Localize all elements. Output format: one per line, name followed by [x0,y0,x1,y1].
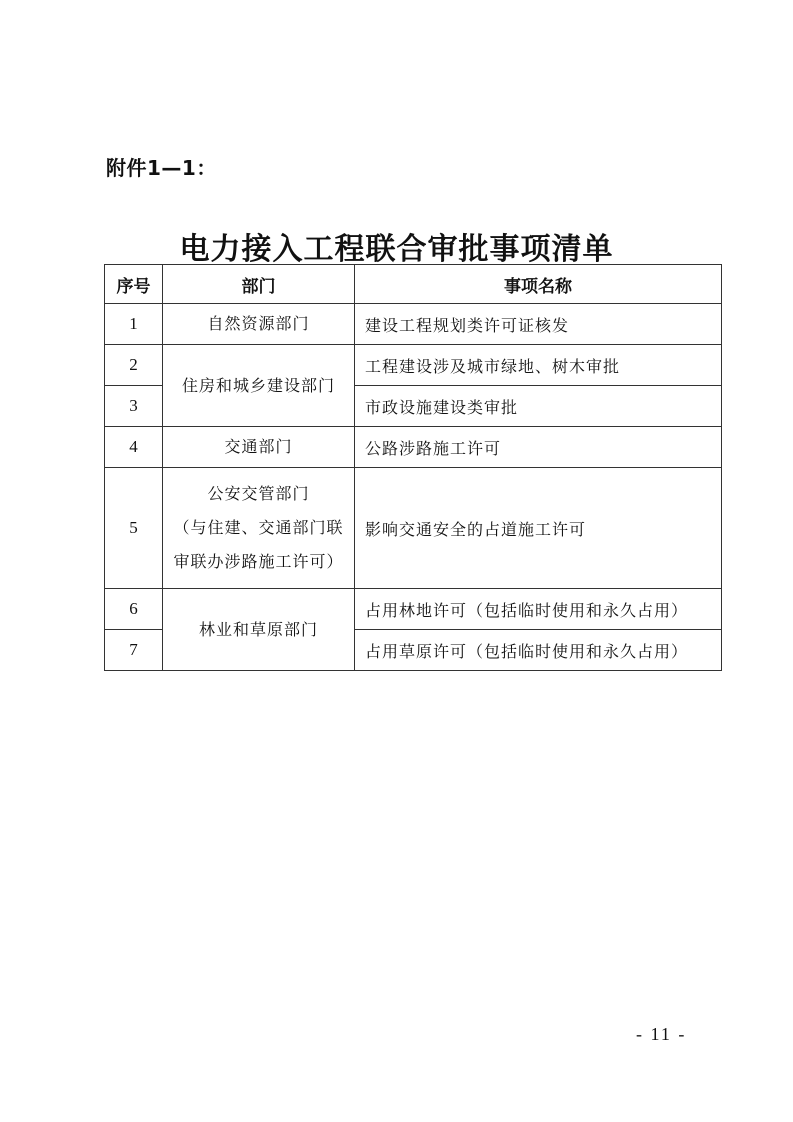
approval-items-table [104,264,722,671]
cell-seq: 1 [105,304,163,345]
dept-line: 公安交管部门 [207,484,310,503]
cell-seq: 3 [105,386,163,427]
cell-item: 市政设施建设类审批 [355,386,722,427]
cell-seq: 7 [105,630,163,671]
cell-item: 影响交通安全的占道施工许可 [355,468,722,589]
cell-dept [163,468,355,589]
header-seq: 序号 [105,265,163,304]
cell-seq: 4 [105,427,163,468]
dept-line: （与住建、交通部门联 [173,518,344,537]
cell-item: 占用林地许可（包括临时使用和永久占用） [355,589,722,630]
cell-item: 占用草原许可（包括临时使用和永久占用） [355,630,722,671]
cell-dept: 林业和草原部门 [163,589,355,671]
table-row [105,304,722,345]
dept-line: 审联办涉路施工许可） [173,552,344,571]
header-item: 事项名称 [355,265,722,304]
cell-dept: 交通部门 [163,427,355,468]
cell-seq: 6 [105,589,163,630]
cell-item: 公路涉路施工许可 [355,427,722,468]
cell-seq: 2 [105,345,163,386]
document-title: 电力接入工程联合审批事项清单 [179,232,614,267]
table-header-row [105,265,722,304]
table-row [105,427,722,468]
attachment-label: 附件1—1： [106,156,217,180]
table-row [105,468,722,589]
cell-dept: 自然资源部门 [163,304,355,345]
table-row [105,589,722,630]
table-row [105,345,722,386]
header-dept: 部门 [163,265,355,304]
cell-seq: 5 [105,468,163,589]
cell-item: 工程建设涉及城市绿地、树木审批 [355,345,722,386]
cell-dept: 住房和城乡建设部门 [163,345,355,427]
cell-item: 建设工程规划类许可证核发 [355,304,722,345]
page-number: - 11 - [636,1024,687,1044]
